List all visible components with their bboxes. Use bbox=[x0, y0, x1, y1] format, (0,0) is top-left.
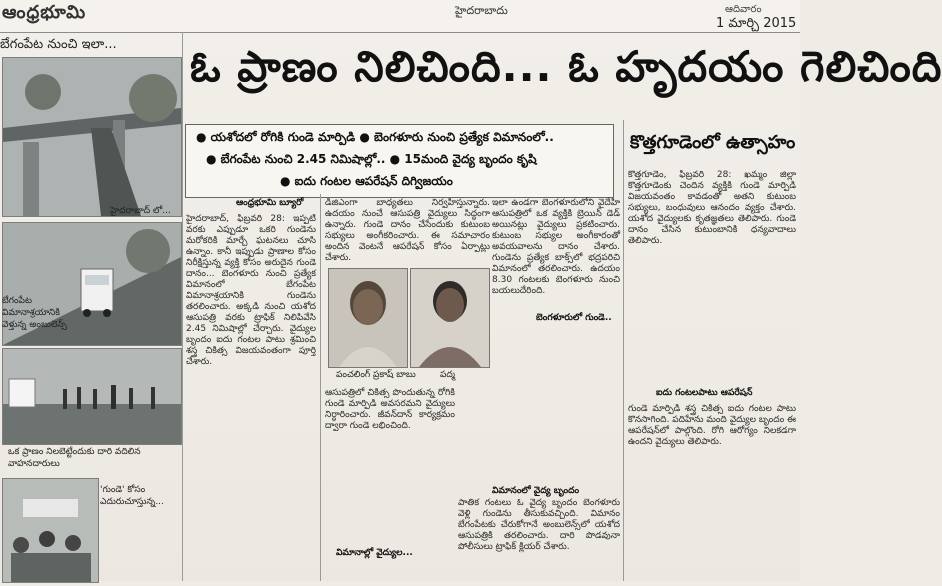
recipient-photo bbox=[410, 268, 490, 368]
column-rule-1 bbox=[320, 194, 321, 581]
left-column-title: బేగంపేట నుంచి ఇలా... bbox=[0, 37, 117, 52]
section-label-2: విమానంలో వైద్య బృందం bbox=[492, 486, 580, 496]
highlight-line-3: ● ఐదు గంటల ఆపరేషన్ దిగ్విజయం bbox=[280, 174, 453, 188]
edition-date: 1 మార్చి 2015 bbox=[716, 16, 797, 31]
recipient-photo-caption: పద్మ bbox=[440, 370, 456, 380]
right-story-text-2: గుండె మార్పిడి శస్త్ర చికిత్స ఐదు గంటల పాటు కొనసాగింది. పదిహేను మంది వైద్యుల బృందం ఈ ఆపరేషన్‌లో పాల్గొంది. రోగి ఆరోగ్యం నిలకడగా ఉందని వైద్యులు తెలిపారు. bbox=[628, 404, 796, 447]
edition-city: హైదరాబాదు bbox=[455, 4, 508, 17]
right-section-label: ఐదు గంటలపాటు ఆపరేషన్ bbox=[656, 388, 753, 398]
masthead-bar bbox=[0, 0, 800, 33]
donor-photo bbox=[328, 268, 408, 368]
section-label-3: విమానాల్లో వైద్యుల... bbox=[336, 548, 413, 558]
right-story-text: కొత్తగూడెం, ఫిబ్రవరి 28: ఖమ్మం జిల్లా కొత్తగూడెంకు చెందిన వ్యక్తికి గుండె మార్పిడి విజయవంతం కావడంతో అతని కుటుంబ సభ్యులు, బంధువులు ఆనందం వ్యక్తం చేశారు. యశోద వైద్యులకు కృతజ్ఞతలు తెలిపారు. గుండె దానం చేసిన కుటుంబానికి ధన్యవాదాలు తెలిపారు. bbox=[628, 170, 796, 246]
column-rule-2 bbox=[623, 120, 624, 581]
flyover-photo bbox=[2, 57, 182, 217]
newspaper-brand: ఆంధ్రభూమి bbox=[2, 2, 87, 23]
hospital-crowd-photo bbox=[2, 478, 99, 583]
story-column-1: హైదరాబాద్, ఫిబ్రవరి 28: ఇప్పటి వరకు ఎప్పుడూ ఒకరి గుండెను మరోకరికి మార్చే ఘటనలు చూసి ఉన్నాం. కానీ ఇప్పుడు ప్రాణాల కోసం నిరీక్షిస్తున్న వ్యక్తి కోసం అరుదైన గుండె దానం... బెంగళూరు నుంచి ప్రత్యేక విమానంలో బేగంపేట విమానాశ్రయానికి గుండెను తరలించారు. అక్కడి నుంచి యశోద ఆసుపత్రి వరకు ట్రాఫిక్ నిలిపివేసి 2.45 నిమిషాల్లో చేర్చారు. వైద్యుల బృందం ఐదు గంటల పాటు శ్రమించి శస్త్ర చికిత్స విజయవంతంగా పూర్తి చేశారు. bbox=[186, 214, 316, 367]
crowd-caption: ఒక ప్రాణం నిలబెట్టేందుకు దారి వదిలిన వాహనదారులు bbox=[8, 447, 141, 469]
section-label-1: బెంగళూరులో గుండె.. bbox=[536, 313, 612, 323]
story-column-3: ఆసుపత్రిలో చికిత్స పొందుతున్న రోగికి గుండె మార్పిడి అవసరమని వైద్యులు నిర్ధారించారు. జీవన్‌దాన్ కార్యక్రమం ద్వారా గుండె లభించింది. bbox=[325, 388, 455, 431]
highlight-line-2: ● బేగంపేట నుంచి 2.45 నిమిషాల్లో.. ● 15మంది వైద్య బృందం కృషి bbox=[206, 152, 537, 166]
right-column-headline: కొత్తగూడెంలో ఉత్సాహం bbox=[630, 132, 796, 153]
story-column-4: ఇలా ఉండగా బెంగళూరులోని వైదేహి ఆసుపత్రిలో ఒక వ్యక్తికి బ్రెయిన్ డెడ్ అయినట్లు వైద్యులు ప్రకటించారు. కుటుంబ సభ్యుల అంగీకారంతో అవయవాలను దానం చేశారు. గుండెను ప్రత్యేక బాక్స్‌లో భద్రపరిచి విమానంలో తరలించారు. ఉదయం 8.30 గంటలకు బెంగళూరు నుంచి బయలుదేరింది. bbox=[492, 198, 620, 296]
story-column-5: పాతిక గంటలు ఓ వైద్య బృందం బెంగళూరు వెళ్లి గుండెను తీసుకువచ్చింది. విమానం బేగంపేటకు చేరుకోగానే అంబులెన్స్‌లో యశోద ఆసుపత్రికి తరలించారు. దారి పొడవునా పోలీసులు ట్రాఫిక్ క్లియర్ చేశారు. bbox=[458, 498, 620, 552]
ambulance-caption: బేగంపేట విమానాశ్రయానికి వెళ్తున్న అంబులెన్స్ bbox=[2, 296, 67, 330]
highlight-line-1: ● యశోదలో రోగికి గుండె మార్పిడి ● బెంగళూరు నుంచి ప్రత్యేక విమానంలో.. bbox=[196, 130, 554, 144]
edition-day: ఆదివారం bbox=[725, 4, 762, 15]
donor-photo-caption: పంచలింగ్ ప్రకాష్ బాబు bbox=[336, 370, 416, 380]
main-headline: ఓ ప్రాణం నిలిచింది... ఓ హృదయం గెలిచింది bbox=[190, 42, 942, 91]
hospital-crowd-caption: 'గుండె' కోసం ఎదురుచూస్తున్న... bbox=[100, 485, 164, 507]
crowd-road-photo bbox=[2, 348, 182, 445]
byline: ఆంధ్రభూమి బ్యూరో bbox=[236, 198, 304, 208]
flyover-caption: హైదరాబాద్ లో... bbox=[110, 206, 171, 216]
story-column-2: డిజిఎంగా బాధ్యతలు నిర్వహిస్తున్నారు. ఉదయం నుంచే ఆసుపత్రి వైద్యులు సిద్ధంగా ఉన్నారు. గుండె దానం చేసేందుకు కుటుంబ సభ్యులు అంగీకరించారు. ఈ సమాచారం అందిన వెంటనే ఆపరేషన్ కోసం ఏర్పాట్లు చేశారు. bbox=[325, 198, 490, 263]
